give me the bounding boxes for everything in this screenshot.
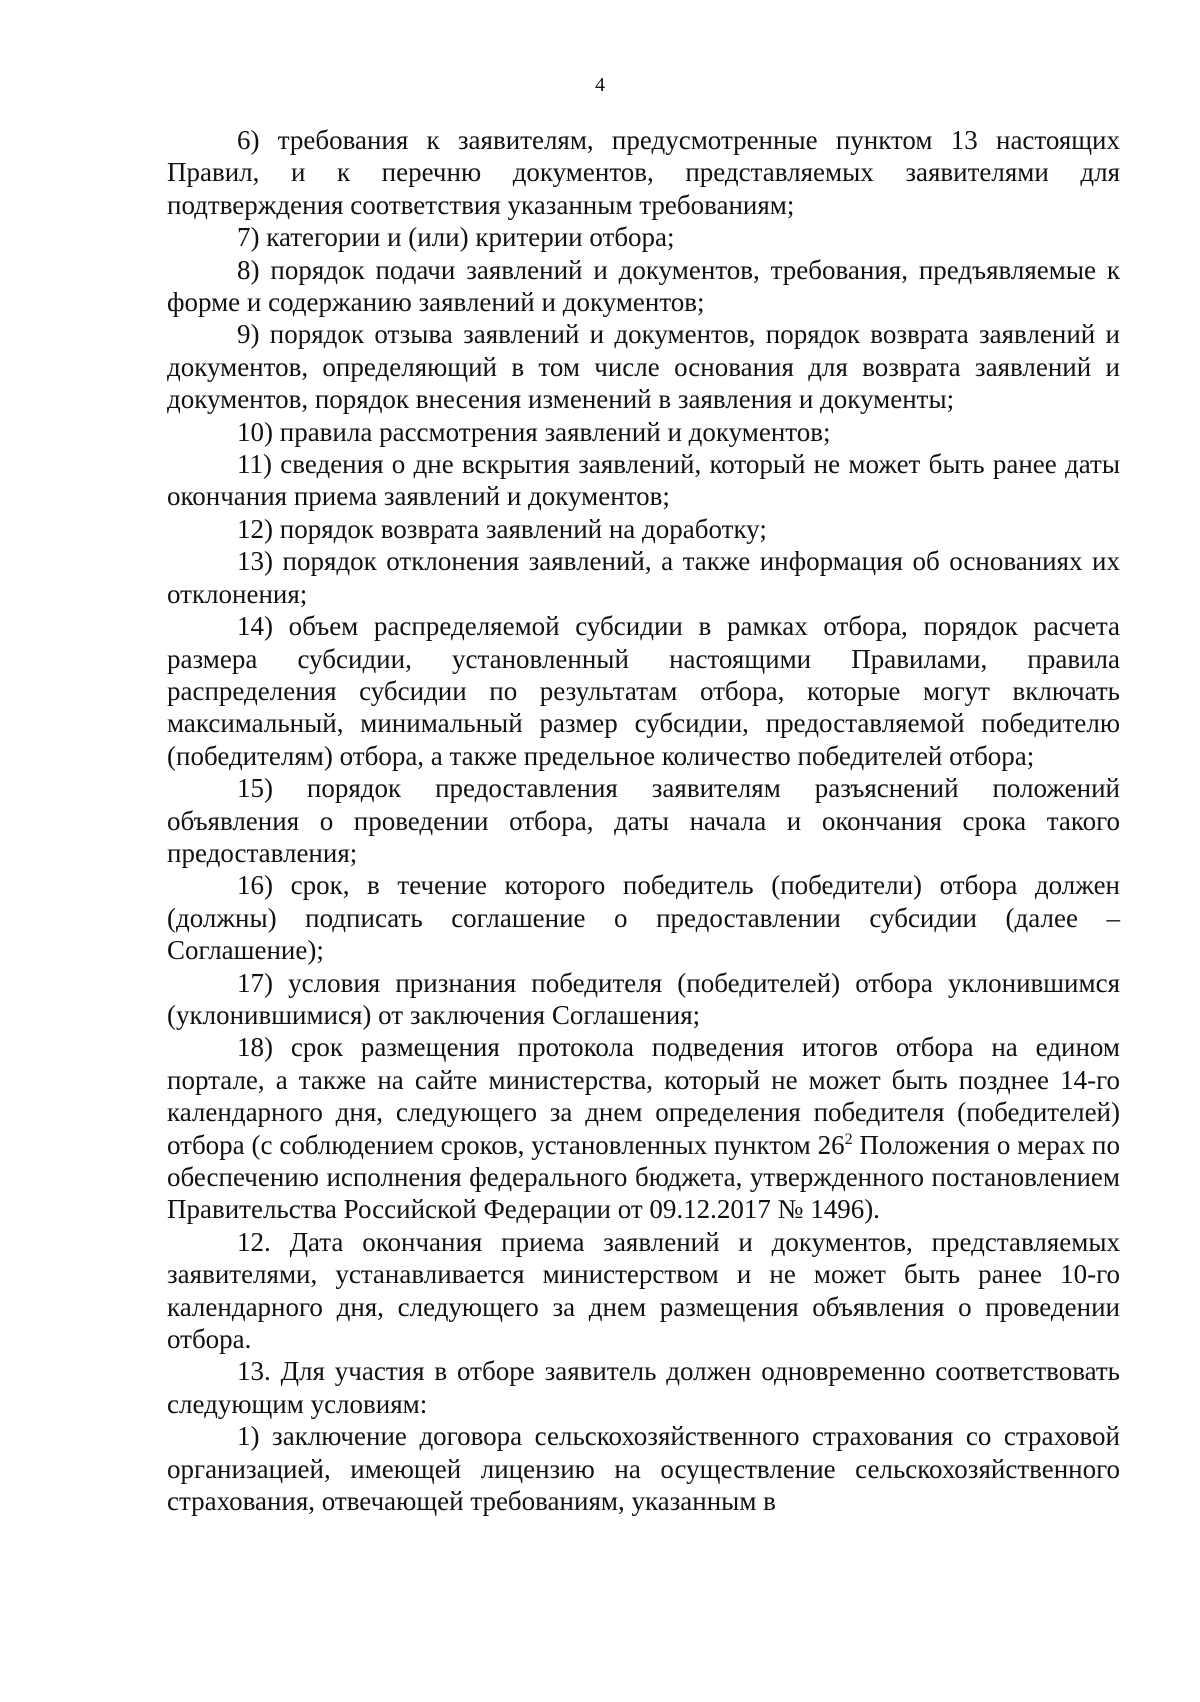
paragraph-item-16: 16) срок, в течение которого победитель (победители) отбора должен (должны) подписать соглашение о предоставлении субсидии (далее – Соглашение); [167, 870, 1120, 966]
paragraph-item-11: 11) сведения о дне вскрытия заявлений, который не может быть ранее даты окончания приема заявлений и документов; [167, 449, 1120, 512]
superscript-index: 2 [844, 1130, 853, 1148]
paragraph-item-6: 6) требования к заявителям, предусмотренные пунктом 13 настоящих Правил, и к перечню документов, представляемых заявителями для подтверждения соответствия указанным требованиям; [167, 125, 1120, 220]
paragraph-item-7: 7) категории и (или) критерии отбора; [237, 222, 675, 253]
paragraph-item-18 [167, 1031, 1120, 1225]
condition-item-1: 1) заключение договора сельскохозяйственного страхования со страховой организацией, имеющей лицензию на осуществление сельскохозяйственного страхования, отвечающей требованиям, указанным в [167, 1421, 1120, 1517]
paragraph-item-9: 9) порядок отзыва заявлений и документов, порядок возврата заявлений и документов, определяющий в том числе основания для возврата заявлений и документов, порядок внесения изменений в заявления и документы; [167, 319, 1120, 415]
section-13-paragraph: 13. Для участия в отборе заявитель должен одновременно соответствовать следующим условиям: [167, 1356, 1120, 1419]
paragraph-item-14: 14) объем распределяемой субсидии в рамках отбора, порядок расчета размера субсидии, установленный настоящими Правилами, правила распределения субсидии по результатам отбора, которые могут включать максимальный, минимальный размер субсидии, предоставляемой победителю (победителям) отбора, а также предельное количество победителей отбора; [167, 611, 1120, 771]
paragraph-item-12: 12) порядок возврата заявлений на доработку; [237, 513, 767, 544]
paragraph-item-10: 10) правила рассмотрения заявлений и документов; [237, 416, 831, 447]
paragraph-18-text-end: Положения о мерах по обеспечению исполнения федерального бюджета, утвержденного постановлением Правительства Российской Федерации от 09.12.2017 № 1496). [167, 1129, 1121, 1225]
paragraph-item-17: 17) условия признания победителя (победителей) отбора уклонившимся (уклонившимися) от заключения Соглашения; [167, 967, 1120, 1030]
document-body [167, 124, 1120, 1517]
paragraph-item-15: 15) порядок предоставления заявителям разъяснений положений объявления о проведении отбора, даты начала и окончания срока такого предоставления; [167, 773, 1120, 868]
section-12-paragraph: 12. Дата окончания приема заявлений и документов, представляемых заявителями, устанавливается министерством и не может быть ранее 10-го календарного дня, следующего за днем размещения объявления о проведении отбора. [167, 1226, 1120, 1355]
paragraph-item-13: 13) порядок отклонения заявлений, а также информация об основаниях их отклонения; [167, 546, 1120, 609]
page-number: 4 [595, 74, 605, 96]
paragraph-item-8: 8) порядок подачи заявлений и документов, требования, предъявляемые к форме и содержанию заявлений и документов; [167, 254, 1120, 318]
paragraph-18-text-start: 18) срок размещения протокола подведения итогов отбора на едином портале, а также на сайте министерства, который не может быть позднее 14-го календарного дня, следующего за днем определения победителя (победителей) отбора (с соблюдением сроков, установленных пунктом 26 [167, 1032, 1120, 1160]
